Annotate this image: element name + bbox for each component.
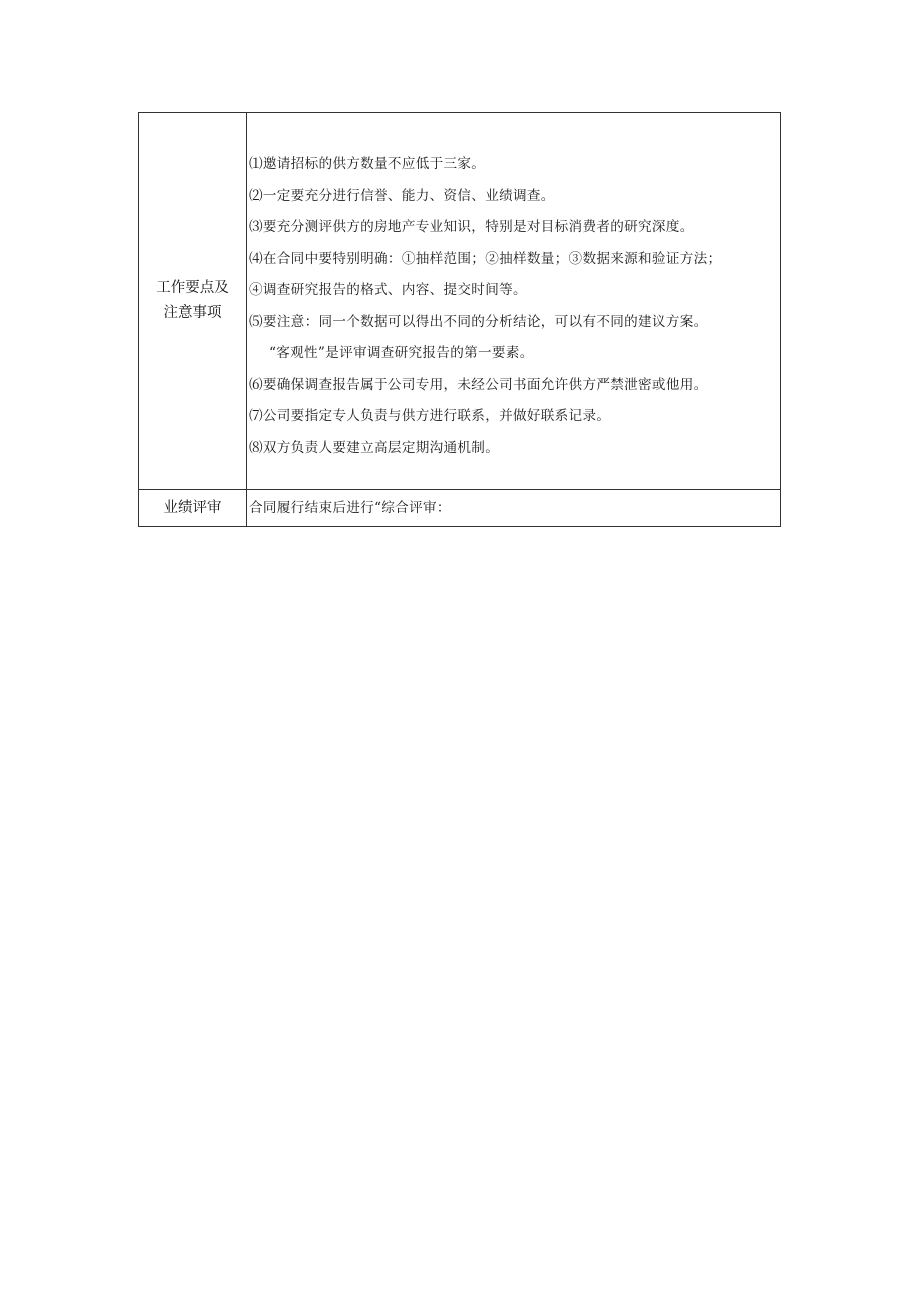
list-item: ⑶要充分测评供方的房地产专业知识，特别是对目标消费者的研究深度。 [249, 219, 694, 235]
performance-review-content [247, 490, 781, 527]
list-item: ⑹要确保调查报告属于公司专用，未经公司书面允许供方严禁泄密或他用。 [249, 376, 708, 393]
table-row [139, 113, 781, 490]
row-label-line: 业绩评审 [163, 499, 222, 516]
list-item: ⑵一定要充分进行信誉、能力、资信、业绩调查。 [249, 187, 555, 204]
row-label-performance-review [139, 490, 247, 527]
row-label-line: 注意事项 [163, 305, 222, 321]
work-points-content [247, 113, 781, 490]
list-item: ⑻双方负责人要建立高层定期沟通机制。 [249, 439, 500, 456]
list-item: ④调查研究报告的格式、内容、提交时间等。 [249, 282, 527, 298]
list-item: ⑸要注意：同一个数据可以得出不同的分析结论，可以有不同的建议方案。 [249, 313, 708, 330]
list-item: ⑷在合同中要特别明确：①抽样范围；②抽样数量；③数据来源和验证方法； [249, 250, 722, 267]
list-item: “客观性”是评审调查研究报告的第一要素。 [269, 345, 534, 361]
row-label-line: 工作要点及 [156, 280, 229, 296]
list-item: 合同履行结束后进行“综合评审： [249, 500, 451, 516]
table-row [139, 490, 781, 527]
list-item: ⑴邀请招标的供方数量不应低于三家。 [249, 156, 486, 172]
document-table [138, 112, 781, 527]
list-item: ⑺公司要指定专人负责与供方进行联系，并做好联系记录。 [249, 408, 611, 424]
row-label-work-points [139, 113, 247, 490]
